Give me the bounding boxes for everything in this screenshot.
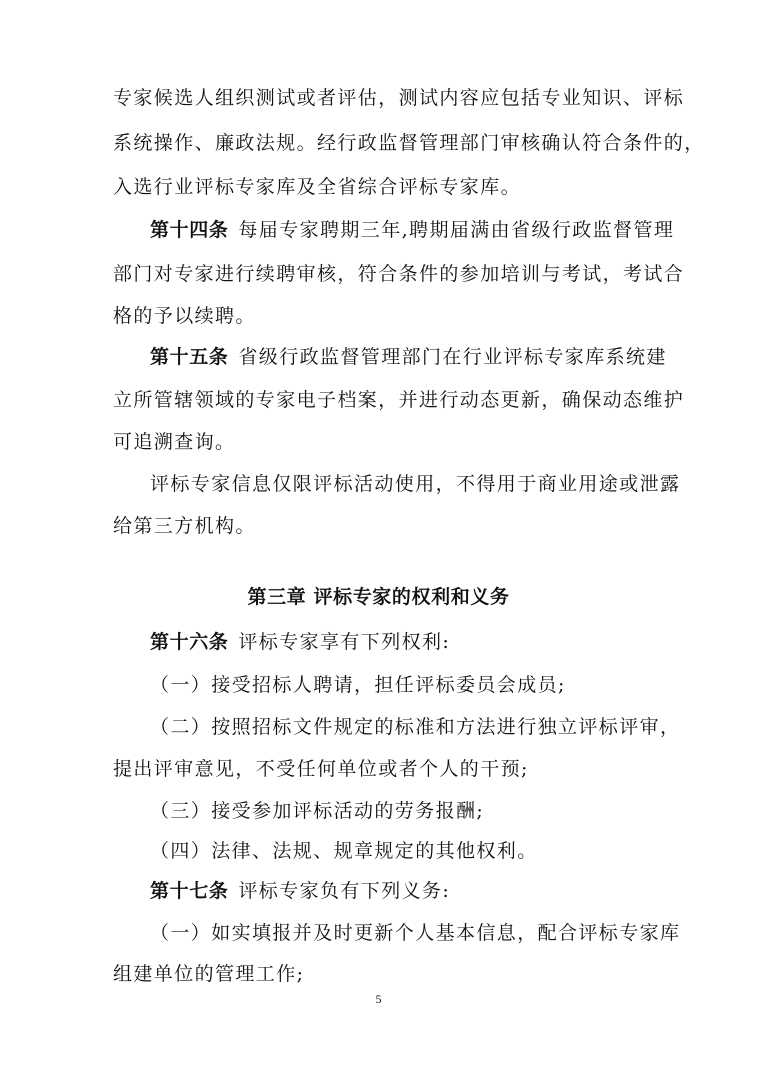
chapter-title: 第三章 评标专家的权利和义务 [247,586,510,608]
article-16-heading: 第十六条 [150,631,229,653]
article-14-heading: 第十四条 [150,219,229,241]
paragraph-line: 可追溯查询。 [113,431,236,453]
list-item: （三）接受参加评标活动的劳务报酬; [150,800,485,822]
paragraph-line: 评标专家信息仅限评标活动使用，不得用于商业用途或泄露 [150,473,681,495]
paragraph-line: 给第三方机构。 [113,515,256,537]
article-14-text: 每届专家聘期三年,聘期届满由省级行政监督管理 [238,219,675,241]
page-number: 5 [375,992,382,1006]
paragraph-line: 立所管辖领域的专家电子档案，并进行动态更新，确保动态维护 [113,389,685,411]
article-16-text: 评标专家享有下列权利: [238,631,451,653]
article-16-line [150,630,450,654]
paragraph-line: 格的予以续聘。 [113,305,256,327]
article-17-line [150,879,450,903]
list-item: 组建单位的管理工作; [113,963,305,985]
list-item: （一）接受招标人聘请，担任评标委员会成员; [150,674,566,696]
paragraph-line: 专家候选人组织测试或者评估，测试内容应包括专业知识、评标 [113,87,685,109]
article-17-text: 评标专家负有下列义务: [238,880,451,902]
paragraph-line: 系统操作、廉政法规。经行政监督管理部门审核确认符合条件的， [113,132,705,154]
paragraph-line: 入选行业评标专家库及全省综合评标专家库。 [113,176,522,198]
article-15-line [150,345,667,369]
article-17-heading: 第十七条 [150,880,229,902]
list-item: 提出评审意见，不受任何单位或者个人的干预; [113,758,529,780]
article-15-heading: 第十五条 [150,346,229,368]
article-15-text: 省级行政监督管理部门在行业评标专家库系统建 [238,346,667,368]
list-item: （一）如实填报并及时更新个人基本信息，配合评标专家库 [150,922,681,944]
list-item: （四）法律、法规、规章规定的其他权利。 [150,840,538,862]
paragraph-line: 部门对专家进行续聘审核，符合条件的参加培训与考试，考试合 [113,263,685,285]
list-item: （二）按照招标文件规定的标准和方法进行独立评标评审， [150,716,681,738]
article-14-line [150,218,674,242]
